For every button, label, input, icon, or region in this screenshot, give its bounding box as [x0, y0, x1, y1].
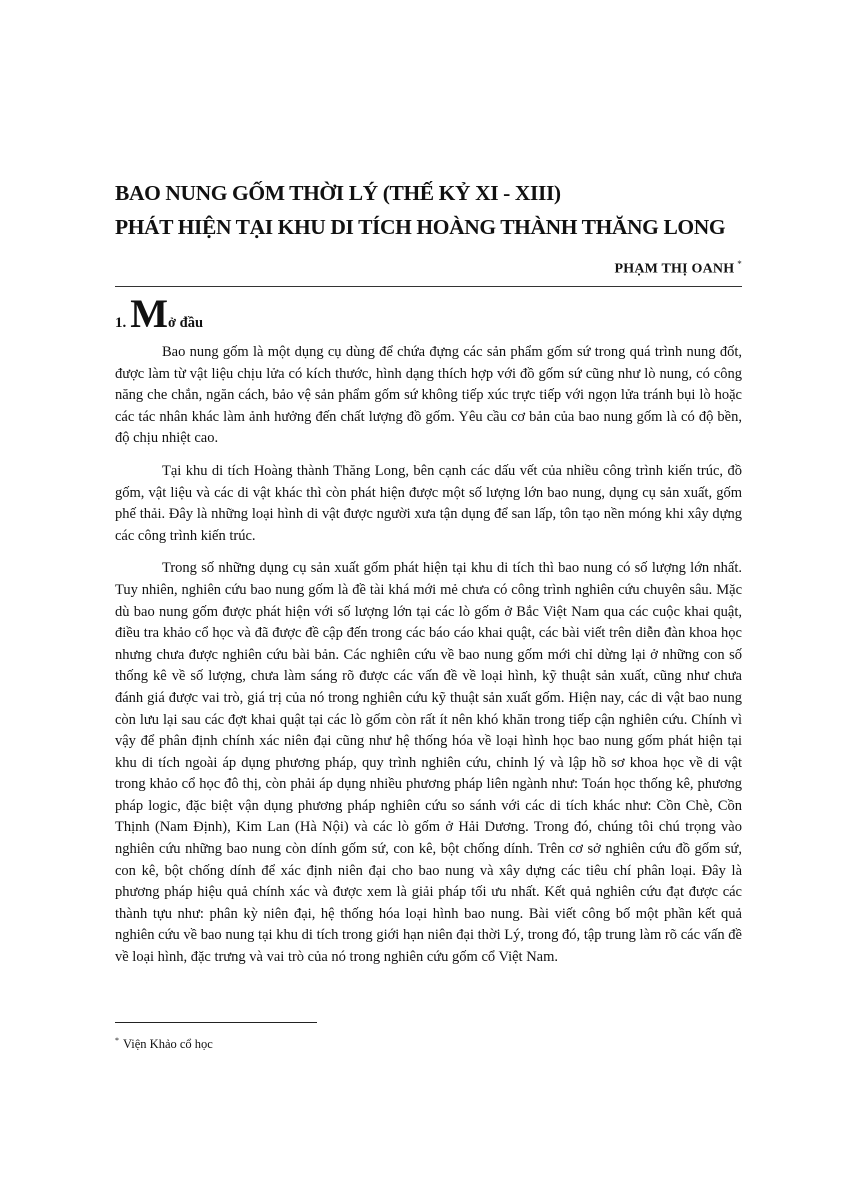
body-text — [115, 342, 742, 980]
footnote-text: Viện Khảo cổ học — [123, 1037, 213, 1052]
section-number: 1. — [115, 315, 127, 331]
section-dropcap: M — [130, 291, 169, 336]
footnote-mark: * — [115, 1036, 119, 1045]
section-title-rest: ở đầu — [168, 315, 204, 331]
header-rule — [115, 286, 742, 287]
footnote-rule — [115, 1022, 317, 1023]
footnote — [115, 1036, 213, 1052]
author-footnote-mark: * — [737, 259, 742, 269]
paragraph: Trong số những dụng cụ sản xuất gốm phát hiện tại khu di tích thì bao nung có số lượng lớn nhất. Tuy nhiên, nghiên cứu bao nung gốm là đề tài khá mới mẻ chưa có công trình nghiên cứu chuyên sâu. Mặc dù bao nung gốm được phát hiện với số lượng lớn tại các lò gốm ở Bắc Việt Nam qua các cuộc khai quật, điều tra khảo cổ học và đã được đề cập đến trong các báo cáo khai quật, các bài viết trên diễn đàn khoa học nhưng chưa được nghiên cứu bài bản. Các nghiên cứu về bao nung gốm mới chỉ dừng lại ở những con số thống kê về số lượng, chưa làm sáng rõ được các vấn đề về loại hình, kỹ thuật sản xuất, cũng như chưa đánh giá được vai trò, giá trị của nó trong nghiên cứu kỹ thuật sản xuất gốm. Hiện nay, các di vật bao nung còn lưu lại sau các đợt khai quật tại các lò gốm còn rất ít nên khó khăn trong tiếp cận nghiên cứu. Chính vì vậy để phân định chính xác niên đại cũng như hệ thống hóa về loại hình học bao nung gốm phát hiện tại khu di tích ngoài áp dụng phương pháp, quy trình nghiên cứu, chỉnh lý và lập hồ sơ khoa học về di vật trong khảo cổ học đô thị, còn phải áp dụng nhiều phương pháp liên ngành như: Toán học thống kê, phương pháp logic, đặc biệt vận dụng phương pháp nghiên cứu so sánh với các di tích khác như: Cồn Chè, Cồn Thịnh (Nam Định), Kim Lan (Hà Nội) và các lò gốm ở Hải Dương. Trong đó, chúng tôi chú trọng vào nghiên cứu những bao nung còn dính gốm sứ, con kê, bột chống dính. Trên cơ sở nghiên cứu đồ gốm sứ, con kê, bột chống dính để xác định niên đại cho bao nung và xây dựng các tiêu chí phân loại. Đây là phương pháp hiệu quả chính xác và được xem là giải pháp tối ưu nhất. Kết quả nghiên cứu đạt được các thành tựu như: phân kỳ niên đại, hệ thống hóa loại hình bao nung. Bài viết công bố một phần kết quả nghiên cứu về bao nung tại khu di tích trong giới hạn niên đại thời Lý, trong đó, tập trung làm rõ các vấn đề về loại hình, đặc trưng và vai trò của nó trong nghiên cứu gốm cổ Việt Nam. — [115, 560, 742, 966]
author-name: PHẠM THỊ OANH — [614, 261, 735, 277]
article-title-line-2: PHÁT HIỆN TẠI KHU DI TÍCH HOÀNG THÀNH THĂNG LONG — [115, 215, 726, 239]
paragraph: Tại khu di tích Hoàng thành Thăng Long, bên cạnh các dấu vết của nhiều công trình kiến trúc, đồ gốm, vật liệu và các di vật khác thì còn phát hiện được một số lượng lớn bao nung, dụng cụ sản xuất, gốm phế thải. Đây là những loại hình di vật được người xưa tận dụng để san lấp, tôn tạo nền móng khi xây dựng các công trình kiến trúc. — [115, 462, 742, 544]
paragraph: Bao nung gốm là một dụng cụ dùng để chứa đựng các sản phẩm gốm sứ trong quá trình nung đốt, được làm từ vật liệu chịu lửa có kích thước, hình dạng thích hợp với đồ gốm sứ cũng như lò nung, có công năng che chắn, ngăn cách, bảo vệ sản phẩm gốm sứ không tiếp xúc trực tiếp với ngọn lửa tránh bụi lò hoặc các tác nhân khác làm ảnh hưởng đến chất lượng đồ gốm. Yêu cầu cơ bản của bao nung gốm là có độ bền, độ chịu nhiệt cao. — [115, 344, 742, 447]
article-title-line-1: BAO NUNG GỐM THỜI LÝ (THẾ KỶ XI - XIII) — [115, 181, 561, 205]
section-heading — [115, 291, 204, 336]
author-line — [615, 259, 743, 278]
